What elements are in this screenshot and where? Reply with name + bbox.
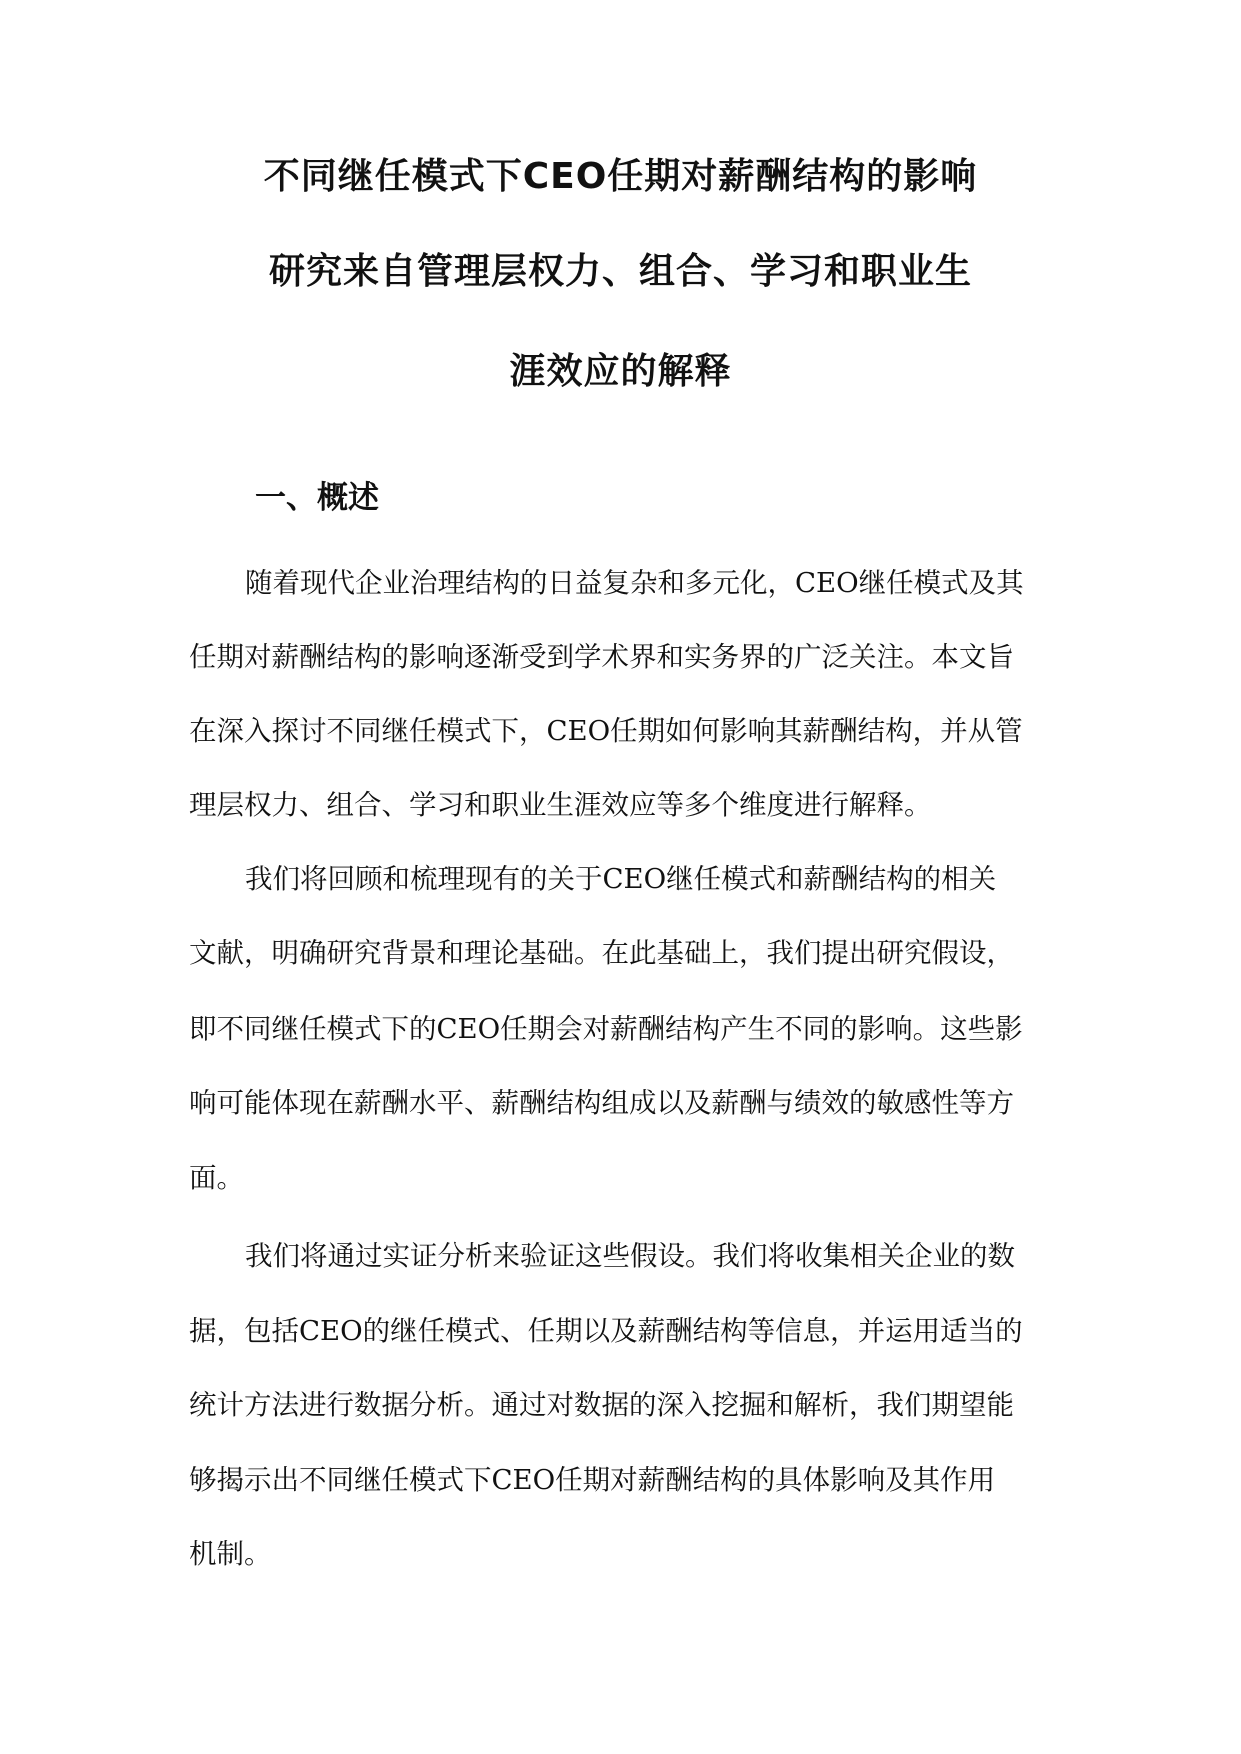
paragraph-line: 够揭示出不同继任模式下CEO任期对薪酬结构的具体影响及其作用 xyxy=(189,1464,996,1496)
paragraph-line: 理层权力、组合、学习和职业生涯效应等多个维度进行解释。 xyxy=(189,789,932,821)
paragraph-line: 即不同继任模式下的CEO任期会对薪酬结构产生不同的影响。这些影 xyxy=(189,1013,1023,1045)
paragraph-line: 机制。 xyxy=(189,1538,272,1570)
paragraph-line: 统计方法进行数据分析。通过对数据的深入挖掘和解析，我们期望能 xyxy=(189,1389,1014,1421)
paragraph-line: 响可能体现在薪酬水平、薪酬结构组成以及薪酬与绩效的敏感性等方 xyxy=(189,1087,1014,1119)
paragraph-line: 任期对薪酬结构的影响逐渐受到学术界和实务界的广泛关注。本文旨 xyxy=(189,641,1014,673)
paragraph-line: 在深入探讨不同继任模式下，CEO任期如何影响其薪酬结构，并从管 xyxy=(189,715,1023,747)
section-heading: 一、概述 xyxy=(255,480,379,516)
document-title-line-2: 研究来自管理层权力、组合、学习和职业生 xyxy=(268,251,972,292)
document-title-line-1: 不同继任模式下CEO任期对薪酬结构的影响 xyxy=(263,156,978,197)
paragraph-line: 随着现代企业治理结构的日益复杂和多元化，CEO继任模式及其 xyxy=(245,567,1024,599)
document-title-line-3: 涯效应的解释 xyxy=(509,351,732,392)
paragraph-line: 文献，明确研究背景和理论基础。在此基础上，我们提出研究假设， xyxy=(189,937,1014,969)
paragraph-line: 我们将回顾和梳理现有的关于CEO继任模式和薪酬结构的相关 xyxy=(245,863,997,895)
paragraph-line: 面。 xyxy=(189,1162,244,1194)
paragraph-line: 据，包括CEO的继任模式、任期以及薪酬结构等信息，并运用适当的 xyxy=(189,1315,1023,1347)
paragraph-line: 我们将通过实证分析来验证这些假设。我们将收集相关企业的数 xyxy=(245,1240,1015,1272)
